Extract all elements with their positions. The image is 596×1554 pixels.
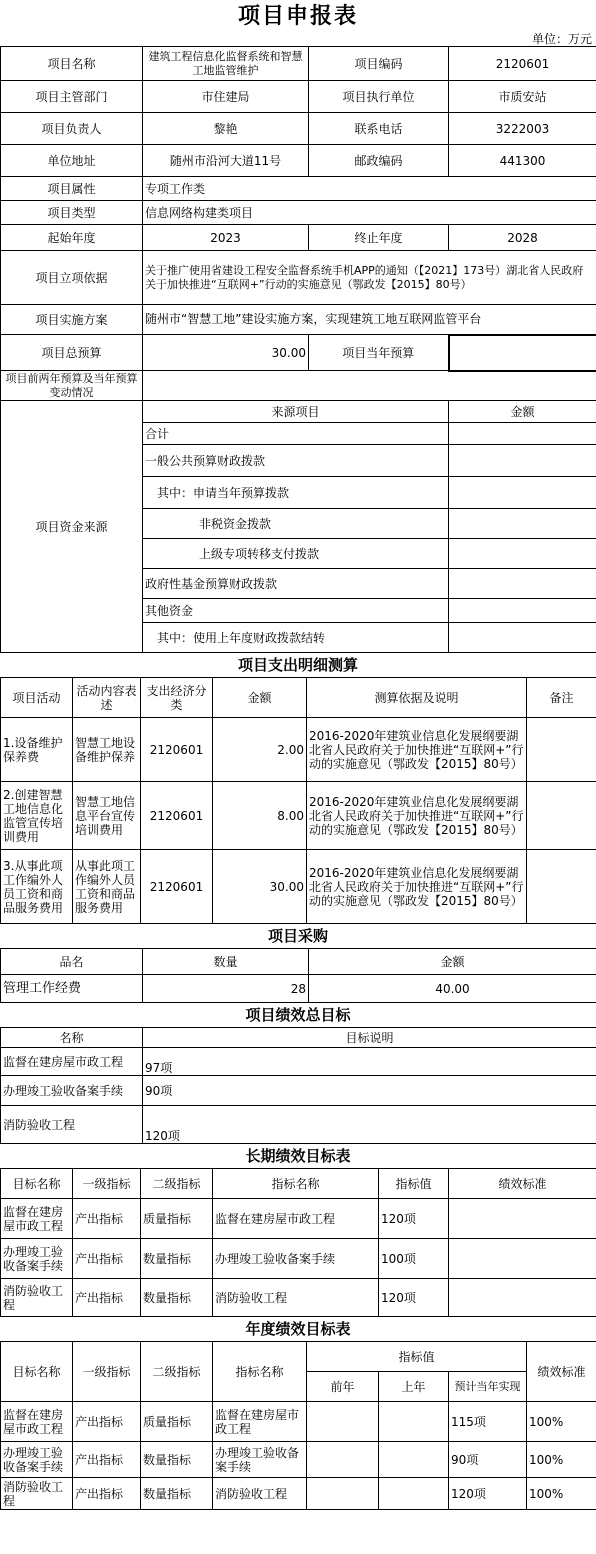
attr-value: 专项工作类: [143, 177, 596, 201]
annual-l2: 质量指标: [141, 1402, 213, 1442]
start-value: 2023: [143, 225, 309, 251]
overall-header: 目标说明: [143, 1028, 596, 1048]
annual-std: 100%: [527, 1442, 596, 1478]
longterm-l1: 产出指标: [73, 1239, 141, 1279]
overall-name: 办理竣工验收备案手续: [1, 1076, 143, 1106]
table-row: [1, 850, 596, 924]
prev-label: 项目前两年预算及当年预算变动情况: [1, 371, 143, 401]
funding-row: 上级专项转移支付拨款: [143, 539, 449, 569]
addr-label: 单位地址: [1, 145, 143, 177]
annual-prev1: [379, 1442, 449, 1478]
funding-amount-header: 金额: [449, 401, 596, 423]
longterm-name: 消防验收工程: [213, 1279, 379, 1317]
longterm-value: 120项: [379, 1199, 449, 1239]
table-row: [1, 718, 596, 782]
zip-label: 邮政编码: [309, 145, 449, 177]
longterm-l2: 质量指标: [141, 1199, 213, 1239]
annual-name: 监督在建房屋市政工程: [213, 1402, 307, 1442]
funding-row: 一般公共预算财政拨款: [143, 445, 449, 477]
unit-label: 单位：万元: [531, 32, 592, 46]
annual-table: [0, 1341, 596, 1510]
annual-l2: 数量指标: [141, 1442, 213, 1478]
dept-label: 项目主管部门: [1, 81, 143, 113]
longterm-l1: 产出指标: [73, 1279, 141, 1317]
longterm-target: 办理竣工验收备案手续: [1, 1239, 73, 1279]
funding-label: 项目资金来源: [1, 401, 143, 653]
procurement-header: 金额: [309, 949, 596, 975]
annual-l2: 数量指标: [141, 1478, 213, 1510]
annual-target: 监督在建房屋市政工程: [1, 1402, 73, 1442]
annual-prev1: [379, 1402, 449, 1442]
longterm-header: 指标名称: [213, 1169, 379, 1199]
zip-value: 441300: [449, 145, 596, 177]
longterm-header: 绩效标准: [449, 1169, 596, 1199]
longterm-std: [449, 1199, 596, 1239]
longterm-l2: 数量指标: [141, 1239, 213, 1279]
overall-header: 名称: [1, 1028, 143, 1048]
funding-amount: [449, 445, 596, 477]
expense-note: [527, 718, 596, 782]
expense-header: 金额: [213, 678, 307, 718]
expense-amount: 2.00: [213, 718, 307, 782]
table-row: [1, 1279, 596, 1317]
expense-header: 测算依据及说明: [307, 678, 527, 718]
annual-l1: 产出指标: [73, 1478, 141, 1510]
annual-l1: 产出指标: [73, 1442, 141, 1478]
procurement-title: 项目采购: [267, 927, 328, 945]
procurement-name: 管理工作经费: [1, 975, 143, 1003]
funding-row: 政府性基金预算财政拨款: [143, 569, 449, 599]
annual-prev1: [379, 1478, 449, 1510]
annual-name: 消防验收工程: [213, 1478, 307, 1510]
longterm-header: 指标值: [379, 1169, 449, 1199]
expense-content: 智慧工地信息平台宣传培训费用: [73, 782, 141, 850]
table-row: [1, 1239, 596, 1279]
overall-title: 项目绩效总目标: [245, 1006, 351, 1024]
end-label: 终止年度: [309, 225, 449, 251]
basis-value: 关于推广使用省建设工程安全监督系统手机APP的通知（【2021】173号）湖北省人民政府关于加快推进“互联网+”行动的实施意见（鄂政发【2015】80号）: [143, 251, 596, 305]
funding-source-header: 来源项目: [143, 401, 449, 423]
expense-activity: 2.创建智慧工地信息化监管宣传培训费用: [1, 782, 73, 850]
table-row: [1, 1442, 596, 1478]
annual-name: 办理竣工验收备案手续: [213, 1442, 307, 1478]
project-info-table: [0, 46, 596, 401]
annual-header: 目标名称: [1, 1342, 73, 1402]
annual-cur: 120项: [449, 1478, 527, 1510]
annual-std: 100%: [527, 1478, 596, 1510]
annual-subheader: 前年: [307, 1372, 379, 1402]
longterm-name: 办理竣工验收备案手续: [213, 1239, 379, 1279]
table-row: [1, 1048, 596, 1076]
dept-value: 市住建局: [143, 81, 309, 113]
annual-header: 一级指标: [73, 1342, 141, 1402]
overall-name: 监督在建房屋市政工程: [1, 1048, 143, 1076]
plan-label: 项目实施方案: [1, 305, 143, 335]
overall-desc: 97项: [143, 1048, 596, 1076]
basis-label: 项目立项依据: [1, 251, 143, 305]
longterm-value: 120项: [379, 1279, 449, 1317]
longterm-std: [449, 1279, 596, 1317]
funding-amount: [449, 539, 596, 569]
funding-row: 其中：申请当年预算拨款: [143, 477, 449, 509]
name-label: 项目名称: [1, 47, 143, 81]
expense-table: [0, 677, 596, 924]
overall-desc: 120项: [143, 1106, 596, 1144]
funding-amount: [449, 569, 596, 599]
longterm-name: 监督在建房屋市政工程: [213, 1199, 379, 1239]
funding-row: 合计: [143, 423, 449, 445]
owner-value: 黎艳: [143, 113, 309, 145]
code-value: 2120601: [449, 47, 596, 81]
expense-header: 支出经济分类: [141, 678, 213, 718]
annual-prev2: [307, 1478, 379, 1510]
expense-activity: 3.从事此项工作编外人员工资和商品服务费用: [1, 850, 73, 924]
longterm-header: 一级指标: [73, 1169, 141, 1199]
expense-note: [527, 850, 596, 924]
table-row: [1, 1402, 596, 1442]
procurement-header: 数量: [143, 949, 309, 975]
type-label: 项目类型: [1, 201, 143, 225]
end-value: 2028: [449, 225, 596, 251]
overall-name: 消防验收工程: [1, 1106, 143, 1144]
longterm-table: [0, 1168, 596, 1317]
longterm-value: 100项: [379, 1239, 449, 1279]
funding-amount: [449, 477, 596, 509]
name-value: 建筑工程信息化监督系统和智慧工地监管维护: [143, 47, 309, 81]
annual-target: 消防验收工程: [1, 1478, 73, 1510]
type-value: 信息网络构建类项目: [143, 201, 596, 225]
expense-class: 2120601: [141, 718, 213, 782]
curbudget-label: 项目当年预算: [309, 335, 449, 371]
expense-basis: 2016-2020年建筑业信息化发展纲要湖北省人民政府关于加快推进“互联网+”行动的实施意见（鄂政发【2015】80号）: [307, 850, 527, 924]
longterm-target: 监督在建房屋市政工程: [1, 1199, 73, 1239]
annual-prev2: [307, 1442, 379, 1478]
expense-title: 项目支出明细测算: [237, 656, 358, 674]
longterm-title: 长期绩效目标表: [245, 1147, 351, 1165]
funding-amount: [449, 509, 596, 539]
annual-cur: 115项: [449, 1402, 527, 1442]
attr-label: 项目属性: [1, 177, 143, 201]
table-row: [1, 1106, 596, 1144]
longterm-l2: 数量指标: [141, 1279, 213, 1317]
table-row: [1, 1478, 596, 1510]
longterm-std: [449, 1239, 596, 1279]
exec-label: 项目执行单位: [309, 81, 449, 113]
procurement-header: 品名: [1, 949, 143, 975]
longterm-header: 目标名称: [1, 1169, 73, 1199]
expense-note: [527, 782, 596, 850]
expense-content: 从事此项工作编外人员工资和商品服务费用: [73, 850, 141, 924]
funding-table: [0, 400, 596, 653]
expense-header: 活动内容表述: [73, 678, 141, 718]
funding-amount: [449, 423, 596, 445]
annual-prev2: [307, 1402, 379, 1442]
longterm-header: 二级指标: [141, 1169, 213, 1199]
prev-value: [143, 371, 596, 401]
budget-label: 项目总预算: [1, 335, 143, 371]
owner-label: 项目负责人: [1, 113, 143, 145]
table-row: [1, 1199, 596, 1239]
addr-value: 随州市沿河大道11号: [143, 145, 309, 177]
plan-value: 随州市“智慧工地”建设实施方案，实现建筑工地互联网监管平台: [143, 305, 596, 335]
annual-header: 指标名称: [213, 1342, 307, 1402]
longterm-target: 消防验收工程: [1, 1279, 73, 1317]
funding-row: 其他资金: [143, 599, 449, 623]
budget-value: 30.00: [143, 335, 309, 371]
curbudget-value[interactable]: [449, 335, 596, 371]
table-row: [1, 975, 596, 1003]
phone-value: 3222003: [449, 113, 596, 145]
overall-desc: 90项: [143, 1076, 596, 1106]
expense-header: 项目活动: [1, 678, 73, 718]
procurement-amount: 40.00: [309, 975, 596, 1003]
start-label: 起始年度: [1, 225, 143, 251]
phone-label: 联系电话: [309, 113, 449, 145]
expense-class: 2120601: [141, 850, 213, 924]
annual-title: 年度绩效目标表: [245, 1320, 351, 1338]
procurement-table: [0, 948, 596, 1003]
annual-subheader: 上年: [379, 1372, 449, 1402]
code-label: 项目编码: [309, 47, 449, 81]
annual-l1: 产出指标: [73, 1402, 141, 1442]
exec-value: 市质安站: [449, 81, 596, 113]
page-title: 项目申报表: [237, 3, 358, 29]
funding-amount: [449, 623, 596, 653]
expense-basis: 2016-2020年建筑业信息化发展纲要湖北省人民政府关于加快推进“互联网+”行动的实施意见（鄂政发【2015】80号）: [307, 718, 527, 782]
annual-header: 指标值: [307, 1342, 527, 1372]
annual-header: 绩效标准: [527, 1342, 596, 1402]
funding-row: 非税资金拨款: [143, 509, 449, 539]
expense-basis: 2016-2020年建筑业信息化发展纲要湖北省人民政府关于加快推进“互联网+”行动的实施意见（鄂政发【2015】80号）: [307, 782, 527, 850]
annual-std: 100%: [527, 1402, 596, 1442]
expense-content: 智慧工地设备维护保养: [73, 718, 141, 782]
longterm-l1: 产出指标: [73, 1199, 141, 1239]
expense-header: 备注: [527, 678, 596, 718]
funding-row: 其中：使用上年度财政拨款结转: [143, 623, 449, 653]
expense-activity: 1.设备维护保养费: [1, 718, 73, 782]
annual-subheader: 预计当年实现: [449, 1372, 527, 1402]
annual-header: 二级指标: [141, 1342, 213, 1402]
table-row: [1, 1076, 596, 1106]
procurement-qty: 28: [143, 975, 309, 1003]
annual-target: 办理竣工验收备案手续: [1, 1442, 73, 1478]
overall-table: [0, 1027, 596, 1144]
expense-amount: 30.00: [213, 850, 307, 924]
table-row: [1, 782, 596, 850]
annual-cur: 90项: [449, 1442, 527, 1478]
expense-amount: 8.00: [213, 782, 307, 850]
funding-amount: [449, 599, 596, 623]
expense-class: 2120601: [141, 782, 213, 850]
